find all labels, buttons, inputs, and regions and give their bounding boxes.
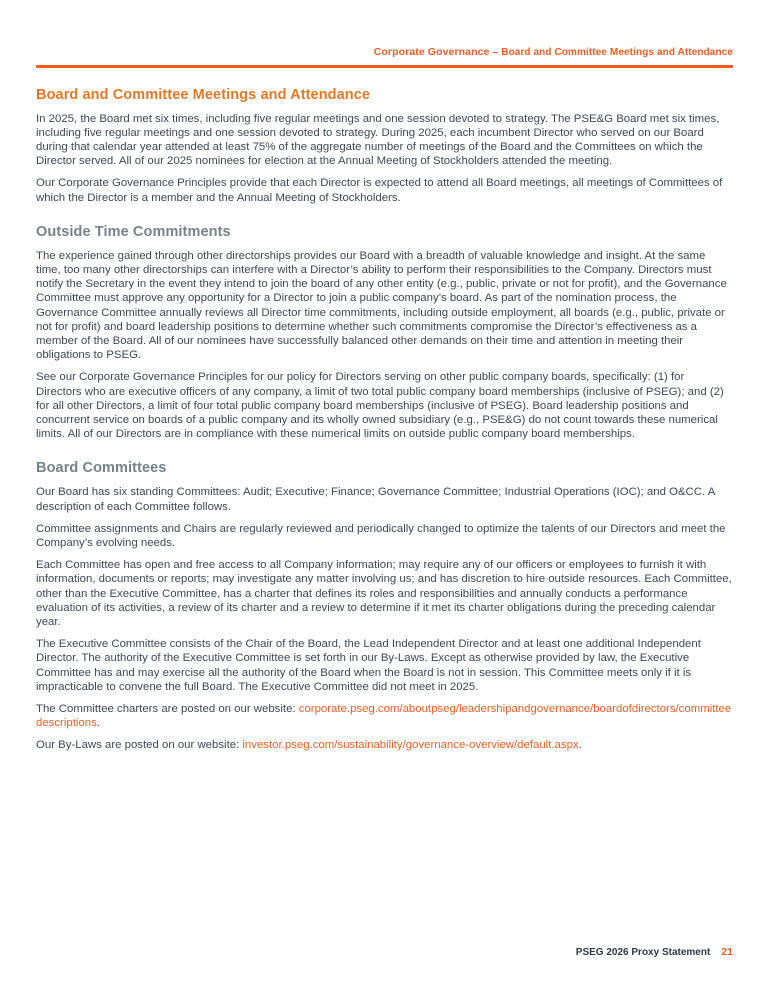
body-paragraph: [36, 702, 733, 730]
header-section-label: Corporate Governance: [373, 46, 490, 58]
body-paragraph: The experience gained through other directorships provides our Board with a breadth of valuable knowledge and insight. At the same time, too many other directorships can interfere with a Director’s ability to perform their responsibilities to the Company. Directors must notify the Secretary in the event they intend to join the board of any other entity (e.g., public, private or not for profit), and the Governance Committee must approve any opportunity for a Director to join a public company’s board. As part of the nomination process, the Governance Committee annually reviews all Director time commitments, including outside employment, all boards (e.g., public, private or not for profit) and board leadership positions to determine whether such commitments compromise the Director’s effectiveness as a member of the Board. All of our nominees have successfully balanced other demands on their time and attention in meeting their obligations to PSEG.: [36, 249, 727, 362]
body-paragraph: The Executive Committee consists of the Chair of the Board, the Lead Independent Director and at least one additional Independent Director. The authority of the Executive Committee is set forth in our By-Laws. Except as otherwise provided by law, the Executive Committee has and may exercise all the authority of the Board when the Board is not in session. This Committee meets only if it is impracticable to convene the full Board. The Executive Committee did not meet in 2025.: [36, 638, 701, 693]
body-paragraph: Our Corporate Governance Principles provide that each Director is expected to attend all Board meetings, all meetings of Committees of which the Director is a member and the Annual Meeting of Stockholders.: [36, 177, 723, 204]
paragraph-text: Our By-Laws are posted on our website:: [36, 739, 243, 752]
section-heading-board-committees: Board Committees: [36, 460, 167, 477]
header-rule: [36, 65, 733, 68]
body-paragraph: [36, 738, 733, 752]
body-paragraph: Our Board has six standing Committees: Audit; Executive; Finance; Governance Committee; Industrial Operations (IOC); and O&CC. A description of each Committee follows.: [36, 486, 715, 513]
paragraph-suffix: .: [96, 717, 100, 730]
body-paragraph: In 2025, the Board met six times, including five regular meetings and one session devoted to strategy. The PSE&G Board met six times, including five regular meetings and one session devoted to strategy. During 2025, each incumbent Director who served on our Board during that calendar year attended at least 75% of the aggregate number of meetings of the Board and the Committees on which the Director served. All of our 2025 nominees for election at the Annual Meeting of Stockholders attended the meeting.: [36, 112, 720, 168]
page-footer: [576, 946, 733, 958]
body-paragraph: Committee assignments and Chairs are regularly reviewed and periodically changed to optimize the talents of our Directors and meet the Company’s evolving needs.: [36, 522, 726, 549]
paragraph-suffix: .: [578, 739, 582, 752]
section-board-meetings: [36, 87, 733, 205]
body-paragraph: See our Corporate Governance Principles for our policy for Directors serving on other public company boards, specifically: (1) for Directors who are executive officers of any company, a limit of two total public company board memberships (inclusive of PSEG); and (2) for all other Directors, a limit of four total public company board memberships (inclusive of PSEG). Board leadership positions and concurrent service on boards of a public company and its wholly owned subsidiary (e.g., PSE&G) do not count towards these numerical limits. All of our Directors are in compliance with these numerical limits on outside public company board memberships.: [36, 371, 724, 441]
running-header: [36, 46, 733, 59]
page-header: [36, 46, 733, 68]
header-dash: –: [492, 47, 499, 58]
section-heading-outside-time: Outside Time Commitments: [36, 223, 231, 240]
bylaws-link[interactable]: investor.pseg.com/sustainability/governance-overview/default.aspx: [242, 739, 579, 752]
header-subtitle: Board and Committee Meetings and Attendance: [501, 47, 733, 58]
footer-label: PSEG 2026 Proxy Statement: [575, 947, 711, 958]
section-outside-time-commitments: [36, 224, 733, 442]
section-heading-board-meetings: Board and Committee Meetings and Attendance: [36, 86, 371, 103]
section-board-committees: [36, 460, 733, 752]
body-paragraph: Each Committee has open and free access to all Company information; may require any of our officers or employees to furnish it with information, documents or reports; may investigate any matter involving us; and has discretion to hire outside resources. Each Committee, other than the Executive Committee, has a charter that defines its roles and responsibilities and annually conducts a performance evaluation of its activities, a review of its charter and a review to determine if it met its charter obligations during the preceding calendar year.: [36, 559, 732, 628]
paragraph-text: The Committee charters are posted on our website:: [36, 703, 299, 715]
committee-charters-link[interactable]: corporate.pseg.com/aboutpseg/leadershipandgovernance/boardofdirectors/committeedescriptions: [36, 703, 732, 730]
page-number: 21: [721, 946, 733, 958]
